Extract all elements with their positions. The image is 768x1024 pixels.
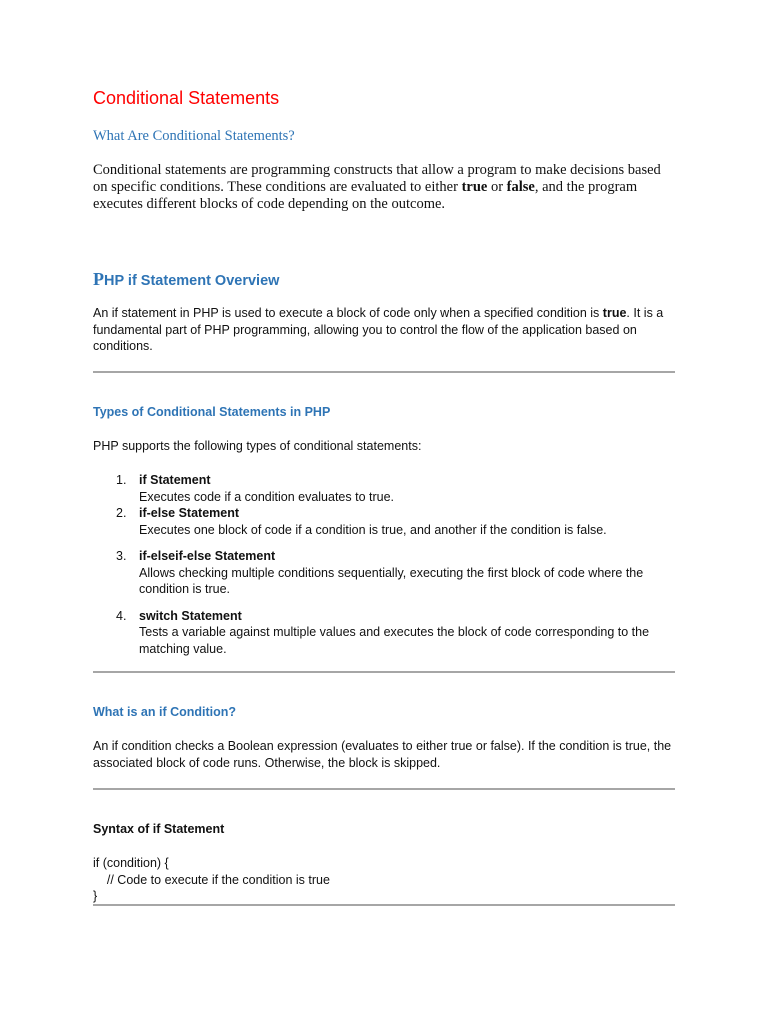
code-line: if (condition) { xyxy=(93,856,169,870)
list-number: 2. xyxy=(116,506,127,520)
list-item xyxy=(93,472,675,505)
intro-text-1: Conditional statements are programming constructs that allow a program to make decisions based on specific conditions. These conditions are evaluated to either xyxy=(93,162,661,195)
types-lead: PHP supports the following types of conditional statements: xyxy=(93,439,422,453)
intro-paragraph xyxy=(93,162,675,213)
intro-true-word: true xyxy=(461,179,488,195)
types-heading: Types of Conditional Statements in PHP xyxy=(93,405,331,419)
list-number: 3. xyxy=(116,549,127,563)
ifcond-heading: What is an if Condition? xyxy=(93,705,237,719)
intro-false-word: false xyxy=(506,179,535,195)
divider xyxy=(93,671,675,673)
syntax-heading: Syntax of if Statement xyxy=(93,822,225,836)
divider xyxy=(93,788,675,790)
php-text-1: An if statement in PHP is used to execute a block of code only when a specified condition is xyxy=(93,306,603,320)
list-item xyxy=(93,548,675,598)
intro-or-word: or xyxy=(487,179,507,195)
divider xyxy=(93,371,675,373)
list-item-name: if-else Statement xyxy=(139,506,240,520)
code-line: // Code to execute if the condition is true xyxy=(93,872,330,887)
list-item-name: if Statement xyxy=(139,473,211,487)
list-item-name: switch Statement xyxy=(139,608,242,623)
what-heading: What Are Conditional Statements? xyxy=(93,128,295,144)
list-item-desc: Executes one block of code if a condition is true, and another if the condition is false. xyxy=(139,522,607,537)
php-true-word: true xyxy=(602,306,627,320)
php-paragraph xyxy=(93,305,675,355)
list-item-desc: Executes code if a condition evaluates to true. xyxy=(139,489,395,504)
list-item xyxy=(93,505,675,538)
divider xyxy=(93,904,675,906)
list-item-desc: Tests a variable against multiple values and executes the block of code corresponding to the matching value. xyxy=(139,625,650,656)
php-heading xyxy=(93,269,279,290)
ifcond-paragraph: An if condition checks a Boolean expression (evaluates to either true or false). If the condition is true, the associated block of code runs. Otherwise, the block is skipped. xyxy=(93,739,672,770)
list-number: 4. xyxy=(116,608,127,623)
types-list xyxy=(93,472,675,657)
list-item-name: if-elseif-else Statement xyxy=(139,549,276,563)
list-item-desc: Allows checking multiple conditions sequentially, executing the first block of code where the condition is true. xyxy=(139,565,644,596)
list-item xyxy=(93,608,675,658)
code-line: } xyxy=(93,889,98,903)
code-block xyxy=(93,855,675,905)
php-text-2: . It is a fundamental part of PHP programming, allowing you to control the flow of the application based on conditions. xyxy=(93,306,664,353)
intro-text-2: , and the program executes different blocks of code depending on the outcome. xyxy=(93,179,638,212)
php-heading-initial: P xyxy=(93,269,104,289)
page-title: Conditional Statements xyxy=(93,88,280,108)
php-heading-rest: HP if Statement Overview xyxy=(104,273,280,289)
list-number: 1. xyxy=(116,473,127,487)
